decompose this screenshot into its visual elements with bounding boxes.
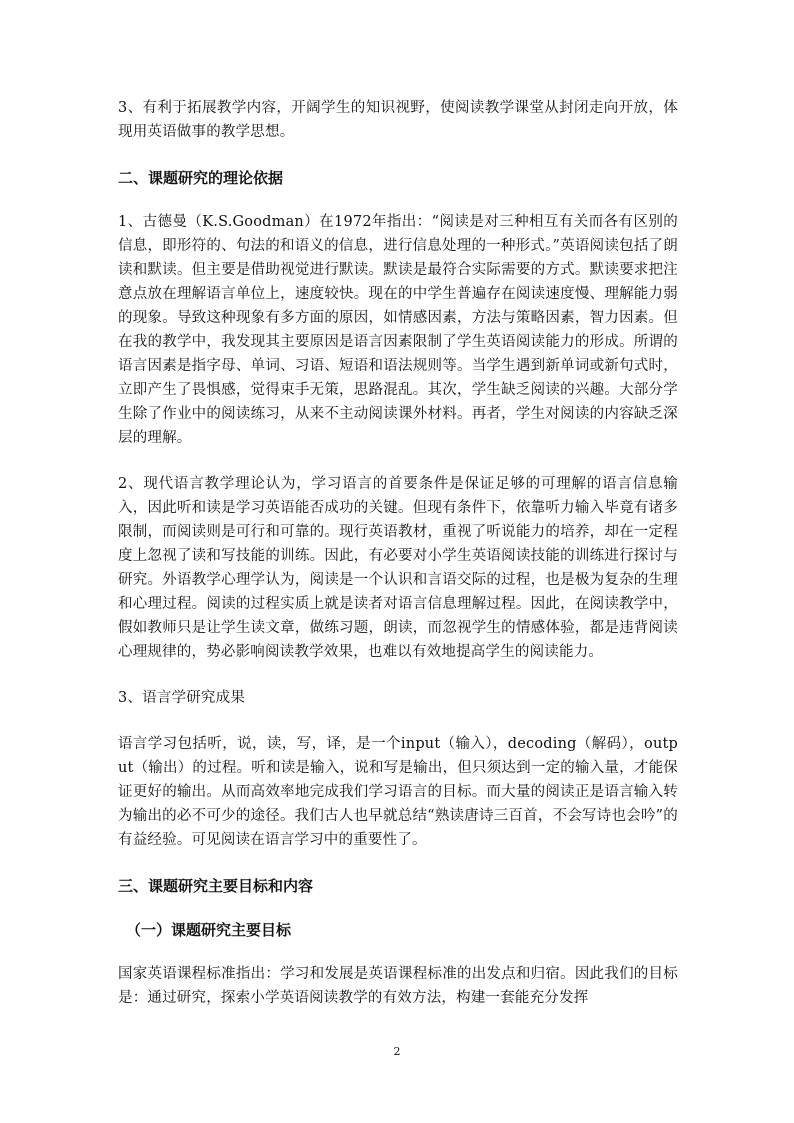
paragraph-modern-theory: 2、现代语言教学理论认为，学习语言的首要条件是保证足够的可理解的语言信息输入，因此听和读是学习英语能否成功的关键。但现有条件下，依靠听力输入毕竟有诸多限制，而阅读则是可行和可靠的。现行英语教材，重视了听说能力的培养，却在一定程度上忽视了读和写技能的训练。因此，有必要对小学生英语阅读技能的训练进行探讨与研究。外语教学心理学认为，阅读是一个认识和言语交际的过程，也是极为复杂的生理和心理过程。阅读的过程实质上就是读者对语言信息理解过程。因此，在阅读教学中，假如教师只是让学生读文章，做练习题，朗读，而忽视学生的情感体验，都是违背阅读心理规律的，势必影响阅读教学效果，也难以有效地提高学生的阅读能力。 [118,476,678,660]
paragraph-goodman: 1、古德曼（K.S.Goodman）在1972年指出：“阅读是对三种相互有关而各有区别的信息，即形符的、句法的和语义的信息，进行信息处理的一种形式。”英语阅读包括了朗读和默读。但主要是借助视觉进行默读。默读是最符合实际需要的方式。默读要求把注意点放在理解语言单位上，速度较快。现在的中学生普遍存在阅读速度慢、理解能力弱的现象。导致这种现象有多方面的原因，如情感因素，方法与策略因素，智力因素。但在我的教学中，我发现其主要原因是语言因素限制了学生英语阅读能力的形成。所谓的语言因素是指字母、单词、习语、短语和语法规则等。当学生遇到新单词或新句式时，立即产生了畏惧感，觉得束手无策，思路混乱。其次，学生缺乏阅读的兴趣。大部分学生除了作业中的阅读练习，从来不主动阅读课外材料。再者，学生对阅读的内容缺乏深层的理解。 [118,214,678,446]
section-heading-theory: 二、课题研究的理论依据 [118,169,284,187]
paragraph-standards: 国家英语课程标准指出：学习和发展是英语课程标准的出发点和归宿。因此我们的目标是：通过研究，探索小学英语阅读教学的有效方法，构建一套能充分发挥 [118,966,678,1006]
paragraph-point-3: 3、有利于拓展教学内容，开阔学生的知识视野，使阅读教学课堂从封闭走向开放，体现用英语做事的教学思想。 [118,100,678,140]
page-number: 2 [393,1045,401,1058]
document-page [118,96,678,1010]
paragraph-linguistics: 语言学习包括听，说，读，写，译，是一个input（输入），decoding（解码），output（输出）的过程。听和读是输入，说和写是输出，但只须达到一定的输入量，才能保证更好的输出。从而高效率地完成我们学习语言的目标。而大量的阅读正是语言输入转为输出的必不可少的途径。我们古人也早就总结“熟读唐诗三百首，不会写诗也会吟”的有益经验。可见阅读在语言学习中的重要性了。 [118,736,678,848]
section-heading-goals: 三、课题研究主要目标和内容 [118,877,314,895]
paragraph-linguistics-title: 3、语言学研究成果 [118,690,246,706]
subsection-heading-goals: （一）课题研究主要目标 [126,921,292,939]
